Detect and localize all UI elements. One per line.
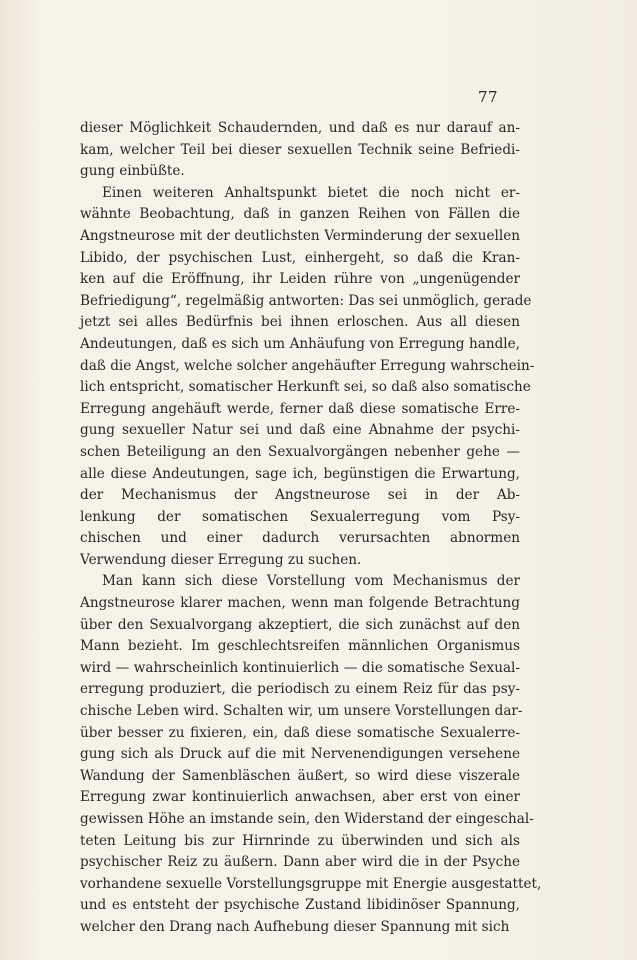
text-line: Angstneurose klarer machen, wenn man folgende Betrachtung [80, 595, 520, 612]
text-line: über den Sexualvorgang akzeptiert, die sich zunächst auf den [80, 616, 520, 633]
text-line: lich entspricht, somatischer Herkunft sei, so daß also somatische [80, 379, 531, 396]
text-line: Verwendung dieser Erregung zu suchen. [80, 551, 362, 568]
text-line: gewissen Höhe an imstande sein, den Widerstand der eingeschal- [80, 811, 534, 827]
text-line: und es entsteht der psychische Zustand libidinöser Spannung, [80, 897, 520, 914]
text-line: Wandung der Samenbläschen äußert, so wird diese viszerale [80, 767, 520, 784]
text-line: wird — wahrscheinlich kontinuierlich — die somatische Sexual- [80, 659, 520, 676]
text-line: Libido, der psychischen Lust, einhergeht, so daß die Kran- [80, 249, 520, 266]
text-line: schen Beteiligung an den Sexualvorgängen nebenher gehe — [80, 443, 520, 460]
text-line: daß die Angst, welche solcher angehäufter Erregung wahrschein- [80, 357, 535, 374]
body-text [80, 118, 542, 939]
text-line: erregung produziert, die periodisch zu einem Reiz für das psy- [80, 681, 520, 698]
text-line: Einen weiteren Anhaltspunkt bietet die noch nicht er- [102, 184, 520, 201]
text-line: lenkung der somatischen Sexualerregung vom Psy- [80, 508, 520, 525]
text-line: gung sexueller Natur sei und daß eine Abnahme der psychi- [80, 422, 520, 439]
text-line: Mann bezieht. Im geschlechtsreifen männlichen Organismus [80, 638, 520, 655]
text-line: Erregung angehäuft werde, ferner daß diese somatische Erre- [80, 400, 520, 417]
text-line: Angstneurose mit der deutlichsten Verminderung der sexuellen [80, 227, 520, 244]
text-line: ken auf die Eröffnung, ihr Leiden rühre von „ungenügender [80, 271, 520, 288]
text-line: alle diese Andeutungen, sage ich, begünstigen die Erwartung, [80, 465, 520, 482]
text-line: chischen und einer dadurch verursachten abnormen [80, 530, 520, 547]
text-line: chische Leben wird. Schalten wir, um unsere Vorstellungen dar- [80, 703, 523, 720]
text-line: über besser zu fixieren, ein, daß diese somatische Sexualerre- [80, 724, 520, 741]
text-line: dieser Möglichkeit Schaudernden, und daß es nur darauf an- [80, 120, 520, 136]
text-line: der Mechanismus der Angstneurose sei in der Ab- [80, 487, 520, 504]
page-number: 77 [478, 88, 499, 106]
text-line: gung einbüßte. [80, 163, 185, 180]
text-line: teten Leitung bis zur Hirnrinde zu überwinden und sich als [80, 832, 520, 849]
text-line: Erregung zwar kontinuierlich anwachsen, aber erst von einer [80, 789, 520, 806]
text-line: gung sich als Druck auf die mit Nervenendigungen versehene [80, 746, 520, 763]
text-line: kam, welcher Teil bei dieser sexuellen Technik seine Befriedi- [80, 141, 520, 158]
text-line: Man kann sich diese Vorstellung vom Mechanismus der [102, 573, 520, 590]
text-line: welcher den Drang nach Aufhebung dieser Spannung mit sich [80, 918, 510, 935]
text-line: Andeutungen, daß es sich um Anhäufung von Erregung handle, [80, 335, 520, 352]
paragraph [80, 571, 542, 938]
paragraph [80, 118, 520, 183]
text-line: vorhandene sexuelle Vorstellungsgruppe mit Energie ausgestattet, [80, 875, 542, 892]
paragraph [80, 183, 535, 572]
text-line: jetzt sei alles Bedürfnis bei ihnen erloschen. Aus all diesen [80, 314, 520, 331]
text-line: Befriedigung“, regelmäßig antworten: Das sei unmöglich, gerade [80, 292, 532, 309]
text-line: psychischer Reiz zu äußern. Dann aber wird die in der Psyche [80, 854, 520, 871]
text-line: wähnte Beobachtung, daß in ganzen Reihen von Fällen die [80, 206, 520, 223]
